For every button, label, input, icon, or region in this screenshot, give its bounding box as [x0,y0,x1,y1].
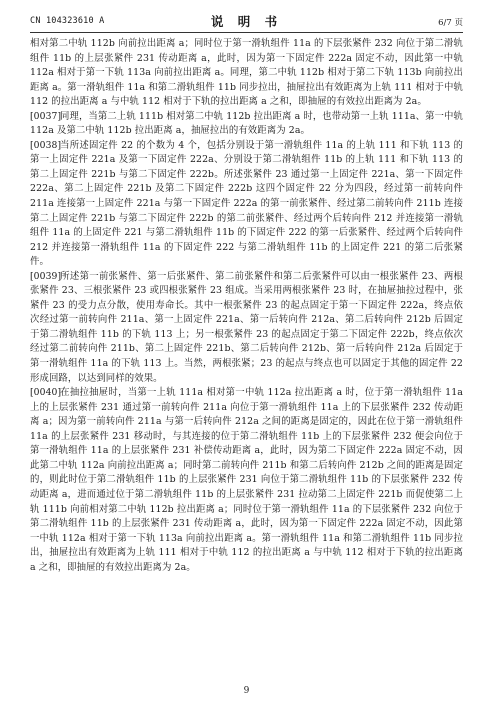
paragraph-text: 当所述固定件 22 的个数为 4 个，包括分别设于第一滑轨组件 11a 的上轨 111 和下轨 113 的第一上固定件 221a 及第一下固定件 222a、分别设于第二滑轨组件 11b 的上轨 111 和下轨 113 的第二上固定件 221b 与第二下固定件 222b。所述张紧件 23 通过第一上固定件 221a、第一下固定件 222a、第二上固定件 221b 及第二下固定件 222b 这四个固定件 22 分为四段，经过第一前转向件 211a 连接第一上固定件 221a 与第一下固定件 222a 的第一前张紧件、经过第二前转向件 211b 连接第二上固定件 221b 与第二下固定件 222b 的第二前张紧件、经过两个后转向件 212 并连接第一滑轨组件 11a 的上固定件 221 与第二滑轨组件 11b 的下固定件 222 的第一后张紧件、经过两个后转向件 212 并连接第一滑轨组件 11a 的下固定件 222 与第二滑轨组件 11b 的上固定件 221 的第二后张紧件。 [30,139,463,268]
paragraph-0037 [30,110,463,139]
paragraph-text: 所述第一前张紧件、第一后张紧件、第二前张紧件和第二后张紧件可以由一根张紧件 23、两根张紧件 23、三根张紧件 23 或四根张紧件 23 组成。当采用两根张紧件 23 时，在抽屉抽拉过程中，张紧件 23 的受力点分散，使用寿命长。其中一根张紧件 23 的起点固定于第一下固定件 222a，终点依次经过第一前转向件 211a、第一上固定件 221a、第一后转向件 212a、第二后转向件 212b 后固定于第二滑轨组件 11b 的下轨 113 上；另一根张紧件 23 的起点固定于第二下固定件 222b，终点依次经过第二前转向件 211b、第二上固定件 221b、第二后转向件 212b、第一后转向件 212a 后固定于第一滑轨组件 11a 的下轨 113 上。当然，两根张紧；23 的起点与终点也可以固定于其他的固定件 22 形成回路，以达到同样的效果。 [30,270,463,384]
paragraph-number: [0040] [30,387,62,399]
paragraph-0038 [30,139,463,270]
paragraph-number: [0039] [30,270,62,282]
page-footer [0,686,493,696]
page-count: 6/7 页 [438,18,463,28]
paragraph-number: [0037] [30,110,62,122]
page-number: 9 [243,686,250,696]
patent-number: CN 104323610 A [30,16,105,26]
paragraph-text: 在抽拉抽屉时，当第一上轨 111a 相对第一中轨 112a 拉出距离 a 时，位于第一滑轨组件 11a 上的上层张紧件 231 通过第一前转向件 211a 向位于第一滑轨组件 11a 上的下层张紧件 232 传动距离 a；因为第一前转向件 211a 与第一后转向件 212a 之间的距离是固定的，因此在位于第一滑轨组件 11a 的上层张紧件 231 移动时，与其连接的位于第二滑轨组件 11b 上的下层张紧件 232 便会向位于第一滑轨组件 11a 的上层张紧件 231 补偿传动距离 a，此时，因为第二下固定件 222a 固定不动，因此第二中轨 112a 向前拉出距离 a；同时第二前转向件 211b 和第二后转向件 212b 之间的距离是固定的，则此时位于第二滑轨组件 11b 的上层张紧件 231 向位于第二滑轨组件 11b 的下层张紧件 232 传动距离 a，进而通过位于第二滑轨组件 11b 的上层张紧件 231 拉动第二上固定件 221b 而促使第二上轨 111b 向前相对第二中轨 112b 拉出距离 a；同时位于第一滑轨组件 11a 的下层张紧件 232 向位于第二滑轨组件 11b 的上层张紧件 231 传动距离 a，此时，因为第一下固定件 222a 固定不动，因此第一中轨 112a 相对于第一下轨 113a 向前拉出距离 a。第一滑轨组件 11a 和第二滑轨组件 11b 同步拉出，抽屉拉出有效距离为上轨 111 相对于中轨 112 的拉出距离 a 与中轨 112 相对于下轨的拉出距离 a 之和，即抽屉的有效拉出距离为 2a。 [30,387,463,573]
page-header [30,12,463,32]
paragraph-text: 相对第二中轨 112b 向前拉出距离 a；同时位于第一滑轨组件 11a 的下层张紧件 232 向位于第二滑轨组件 11b 的上层张紧件 231 传动距离 a，此时，因为第一下固定件 222a 固定不动，因此第一中轨 112a 相对于第一下轨 113a 向前拉出距离 a。同理，第二中轨 112b 相对于第二下轨 113b 向前拉出距离 a。第一滑轨组件 11a 和第二滑轨组件 11b 同步拉出，抽屉拉出有效距离为上轨 111 相对于中轨 112 的拉出距离 a 与中轨 112 相对于下轨的拉出距离 a 之和，即抽屉的有效拉出距离为 2a。 [30,38,463,108]
paragraph-number: [0038] [30,139,62,151]
paragraph-0039 [30,270,463,386]
paragraph-0040 [30,386,463,575]
paragraph-continuation [30,37,463,110]
document-title: 说 明 书 [210,14,283,29]
header-divider [30,32,463,33]
paragraph-text: 同理，当第二上轨 111b 相对第二中轨 112b 拉出距离 a 时，也带动第一上轨 111a、第一中轨 112a 及第二中轨 112b 拉出距离 a，抽屉拉出的有效距离为 2a。 [30,110,463,137]
document-body [30,37,463,575]
